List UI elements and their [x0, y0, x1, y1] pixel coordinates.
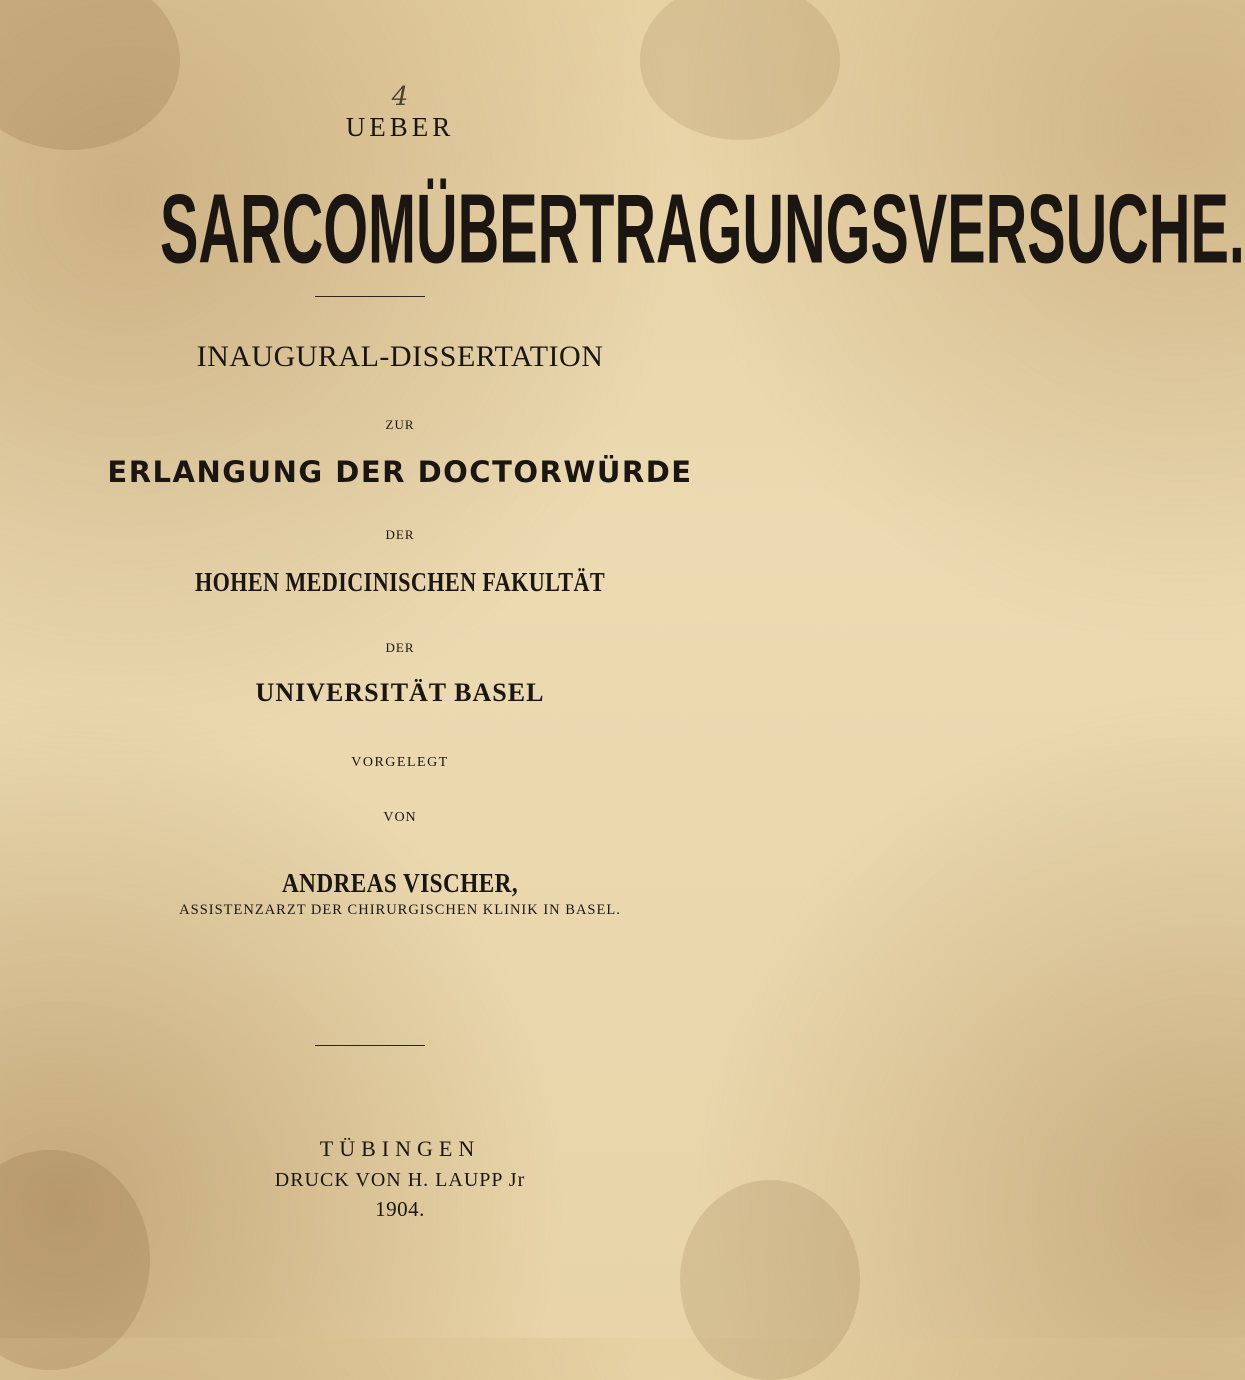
- divider-top: [315, 296, 425, 297]
- faculty-line: HOHEN MEDICINISCHEN FAKULTÄT: [194, 567, 606, 597]
- zur-label: ZUR: [385, 417, 415, 432]
- divider-bottom: [315, 1045, 425, 1046]
- dissertation-type: INAUGURAL-DISSERTATION: [196, 340, 604, 373]
- submitted-label: VORGELEGT: [351, 755, 449, 770]
- der-label-2: DER: [385, 640, 415, 655]
- von-label: VON: [383, 810, 417, 825]
- pre-title: UEBER: [345, 112, 455, 142]
- handwritten-mark: 4: [391, 82, 409, 112]
- author-position: ASSISTENZARZT DER CHIRURGISCHEN KLINIK IN BASEL.: [179, 902, 621, 918]
- main-title: SARCOMÜBERTRAGUNGSVERSUCHE.: [159, 174, 1245, 285]
- purpose-line: ERLANGUNG DER DOCTORWÜRDE: [107, 455, 693, 489]
- printer-line: DRUCK VON H. LAUPP Jr: [274, 1169, 526, 1191]
- author-name: ANDREAS VISCHER,: [281, 868, 519, 898]
- publication-city: TÜBINGEN: [319, 1136, 481, 1161]
- main-title-wrapper: [0, 174, 1245, 285]
- der-label-1: DER: [385, 527, 415, 542]
- university-line: UNIVERSITÄT BASEL: [255, 678, 545, 707]
- publication-year: 1904.: [375, 1197, 425, 1221]
